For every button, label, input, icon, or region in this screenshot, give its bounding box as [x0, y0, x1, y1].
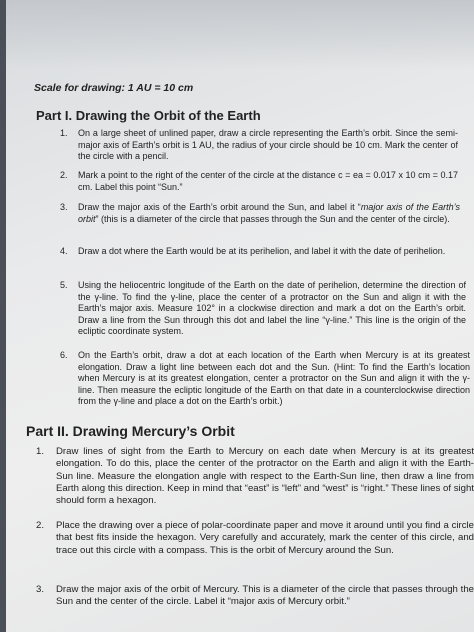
item-number: 3.: [60, 202, 68, 212]
worksheet-page: [6, 0, 474, 632]
item-number: 5.: [60, 280, 68, 290]
item-text: Place the drawing over a piece of polar-coordinate paper and move it around until you find a circle that best fits inside the hexagon. Very carefully and accurately, mark the center of this circle, and trace out this circle with a compass. This is the orbit of Mercury around the Sun.: [56, 520, 474, 556]
part1-item-3: [60, 202, 460, 238]
item-number: 2.: [60, 170, 68, 180]
item-text: Mark a point to the right of the center of the circle at the distance c = ea = 0.017 x 10 cm = 0.17 cm. Label this point “Sun.”: [78, 170, 458, 192]
item-number: 2.: [36, 520, 45, 531]
worksheet-content: [6, 0, 474, 632]
item-number: 1.: [60, 128, 68, 138]
part2-heading: Part II. Drawing Mercury’s Orbit: [26, 423, 235, 439]
item-text: Using the heliocentric longitude of the Earth on the date of perihelion, determine the direction of the γ-line. To find the γ-line, place the center of a protractor on the Sun and align it with the Earth’s major axis. Measure 102° in a clockwise direction and mark a dot on the Earth’s orbit. Draw a line from the Sun through this dot and label the line “γ-line.” This line is the origin of the ecliptic coordinate system.: [78, 280, 466, 336]
item-text: On the Earth’s orbit, draw a dot at each location of the Earth when Mercury is at its greatest elongation. Draw a light line between each dot and the Sun. (Hint: To find the Earth’s location when Mercury is at its greatest elongation, center a protractor on the Sun and align it with the γ-line. Then measure the ecliptic longitude of the Earth on that date in a counterclockwise direction from the γ-line and place a dot on the Earth’s orbit.): [78, 350, 470, 406]
item-number: 4.: [60, 246, 68, 256]
item-text-italic: major axis of the Earth’s orbit: [78, 202, 460, 224]
item-text: On a large sheet of unlined paper, draw a circle representing the Earth’s orbit. Since the semi-major axis of Earth’s orbit is 1 AU, the radius of your circle should be 10 cm. Mark the center of the circle with a pencil.: [78, 128, 458, 161]
part2-item-3: [36, 584, 474, 610]
part1-heading: Part I. Drawing the Orbit of the Earth: [36, 108, 261, 123]
item-text: Draw lines of sight from the Earth to Mercury on each date when Mercury is at its greatest elongation. To do this, place the center of the protractor on the Earth and align it with the Earth-Sun line. Measure the elongation angle with respect to the Earth-Sun line, then draw a line from Earth along this direction. Keep in mind that “east” is “left” and “west” is “right.” These lines of sight should form a hexagon.: [56, 446, 474, 507]
part1-item-4: [60, 246, 462, 270]
item-number: 6.: [60, 350, 68, 360]
item-number: 1.: [36, 446, 45, 457]
scale-note: Scale for drawing: 1 AU = 10 cm: [34, 82, 194, 94]
part1-item-5: [60, 280, 466, 340]
item-text: Draw the major axis of the orbit of Mercury. This is a diameter of the circle that passes through the Sun and the center of the circle. Label it “major axis of Mercury orbit.”: [56, 584, 474, 608]
item-number: 3.: [36, 584, 45, 595]
item-text: [78, 202, 460, 225]
part1-item-1: [60, 128, 458, 164]
part1-item-2: [60, 170, 458, 194]
item-text-part: Draw the major axis of the Earth’s orbit around the Sun, and label it “: [78, 202, 361, 212]
item-text: Draw a dot where the Earth would be at its perihelion, and label it with the date of perihelion.: [78, 246, 446, 256]
part1-item-6: [60, 350, 470, 410]
item-text-part: ” (this is a diameter of the circle that passes through the Sun and the center of the circle).: [95, 213, 450, 224]
part2-item-2: [36, 520, 474, 570]
part2-item-1: [36, 446, 474, 508]
